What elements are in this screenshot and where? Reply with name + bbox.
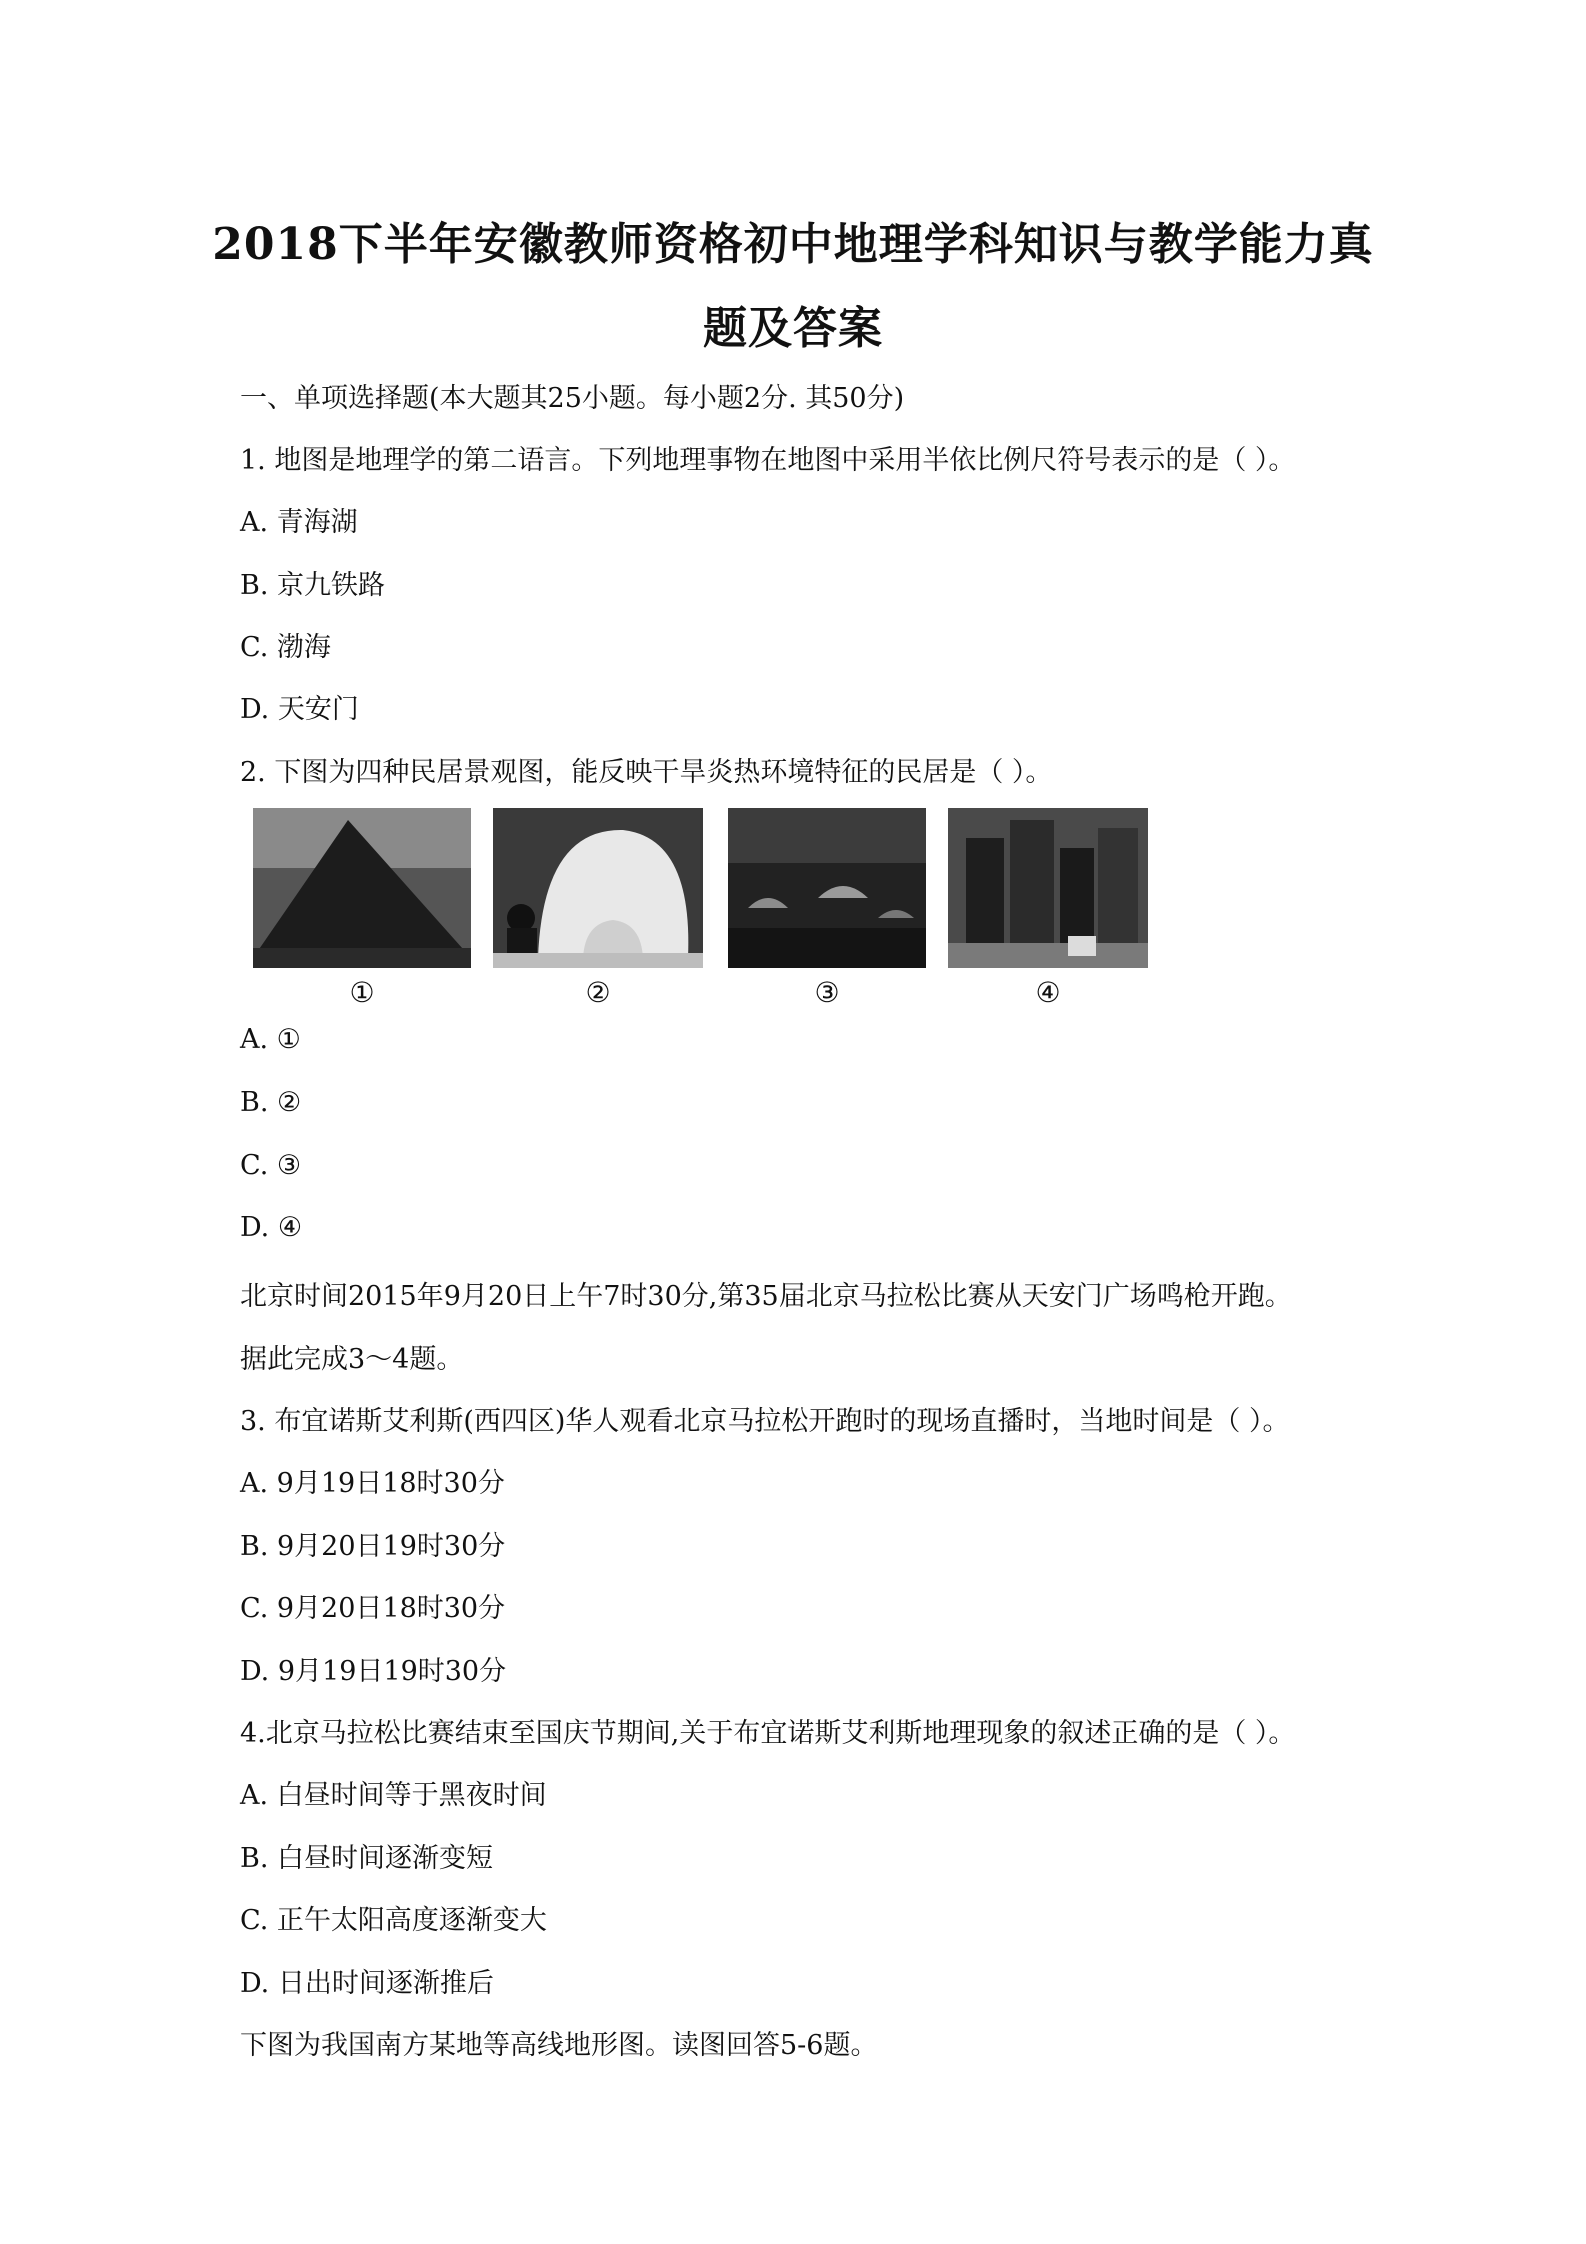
passage-3-4-line2: 据此完成3～4题。 <box>240 1344 464 1375</box>
photo-label-4: ④ <box>1035 976 1061 1009</box>
q1-option-c: C. 渤海 <box>240 632 331 663</box>
question-4-stem: 4.北京马拉松比赛结束至国庆节期间,关于布宜诺斯艾利斯地理现象的叙述正确的是（ ）。 <box>240 1718 1296 1749</box>
q4-option-d: D. 日出时间逐渐推后 <box>240 1968 494 1999</box>
q1-option-b: B. 京九铁路 <box>240 570 386 601</box>
q2-option-b: B. ② <box>240 1087 302 1118</box>
question-1-stem: 1. 地图是地理学的第二语言。下列地理事物在地图中采用半依比例尺符号表示的是（ ）。 <box>240 445 1296 476</box>
question-2-stem: 2. 下图为四种民居景观图，能反映干旱炎热环境特征的民居是（ ）。 <box>240 757 1053 788</box>
q4-option-c: C. 正午太阳高度逐渐变大 <box>240 1905 547 1936</box>
dwelling-photo-2 <box>493 808 703 968</box>
question-3-stem: 3. 布宜诺斯艾利斯(西四区)华人观看北京马拉松开跑时的现场直播时，当地时间是（ ）。 <box>240 1406 1290 1437</box>
section-heading: 一、单项选择题(本大题其25小题。每小题2分. 其50分) <box>240 383 905 414</box>
q4-option-a: A. 白昼时间等于黑夜时间 <box>240 1780 547 1811</box>
q3-option-c: C. 9月20日18时30分 <box>240 1593 506 1624</box>
dwelling-photo-3 <box>728 808 926 968</box>
passage-3-4-line1: 北京时间2015年9月20日上午7时30分,第35届北京马拉松比赛从天安门广场鸣枪开跑。 <box>240 1281 1292 1312</box>
passage-5-6: 下图为我国南方某地等高线地形图。读图回答5-6题。 <box>240 2030 878 2061</box>
q1-option-d: D. 天安门 <box>240 694 359 725</box>
q2-option-a: A. ① <box>240 1024 301 1055</box>
photo-label-1: ① <box>349 976 375 1009</box>
q2-option-d: D. ④ <box>240 1212 303 1243</box>
q3-option-a: A. 9月19日18时30分 <box>240 1468 505 1499</box>
q1-option-a: A. 青海湖 <box>240 507 358 538</box>
dwelling-photos <box>253 808 1153 1008</box>
dwelling-photo-1 <box>253 808 471 968</box>
q2-option-c: C. ③ <box>240 1150 302 1181</box>
document-title-line1: 2018下半年安徽教师资格初中地理学科知识与教学能力真 <box>212 219 1374 270</box>
photo-label-3: ③ <box>814 976 840 1009</box>
q4-option-b: B. 白昼时间逐渐变短 <box>240 1843 494 1874</box>
q3-option-d: D. 9月19日19时30分 <box>240 1656 507 1687</box>
dwelling-photo-4 <box>948 808 1148 968</box>
document-title-line2: 题及答案 <box>703 303 883 354</box>
q3-option-b: B. 9月20日19时30分 <box>240 1531 506 1562</box>
photo-label-2: ② <box>585 976 611 1009</box>
